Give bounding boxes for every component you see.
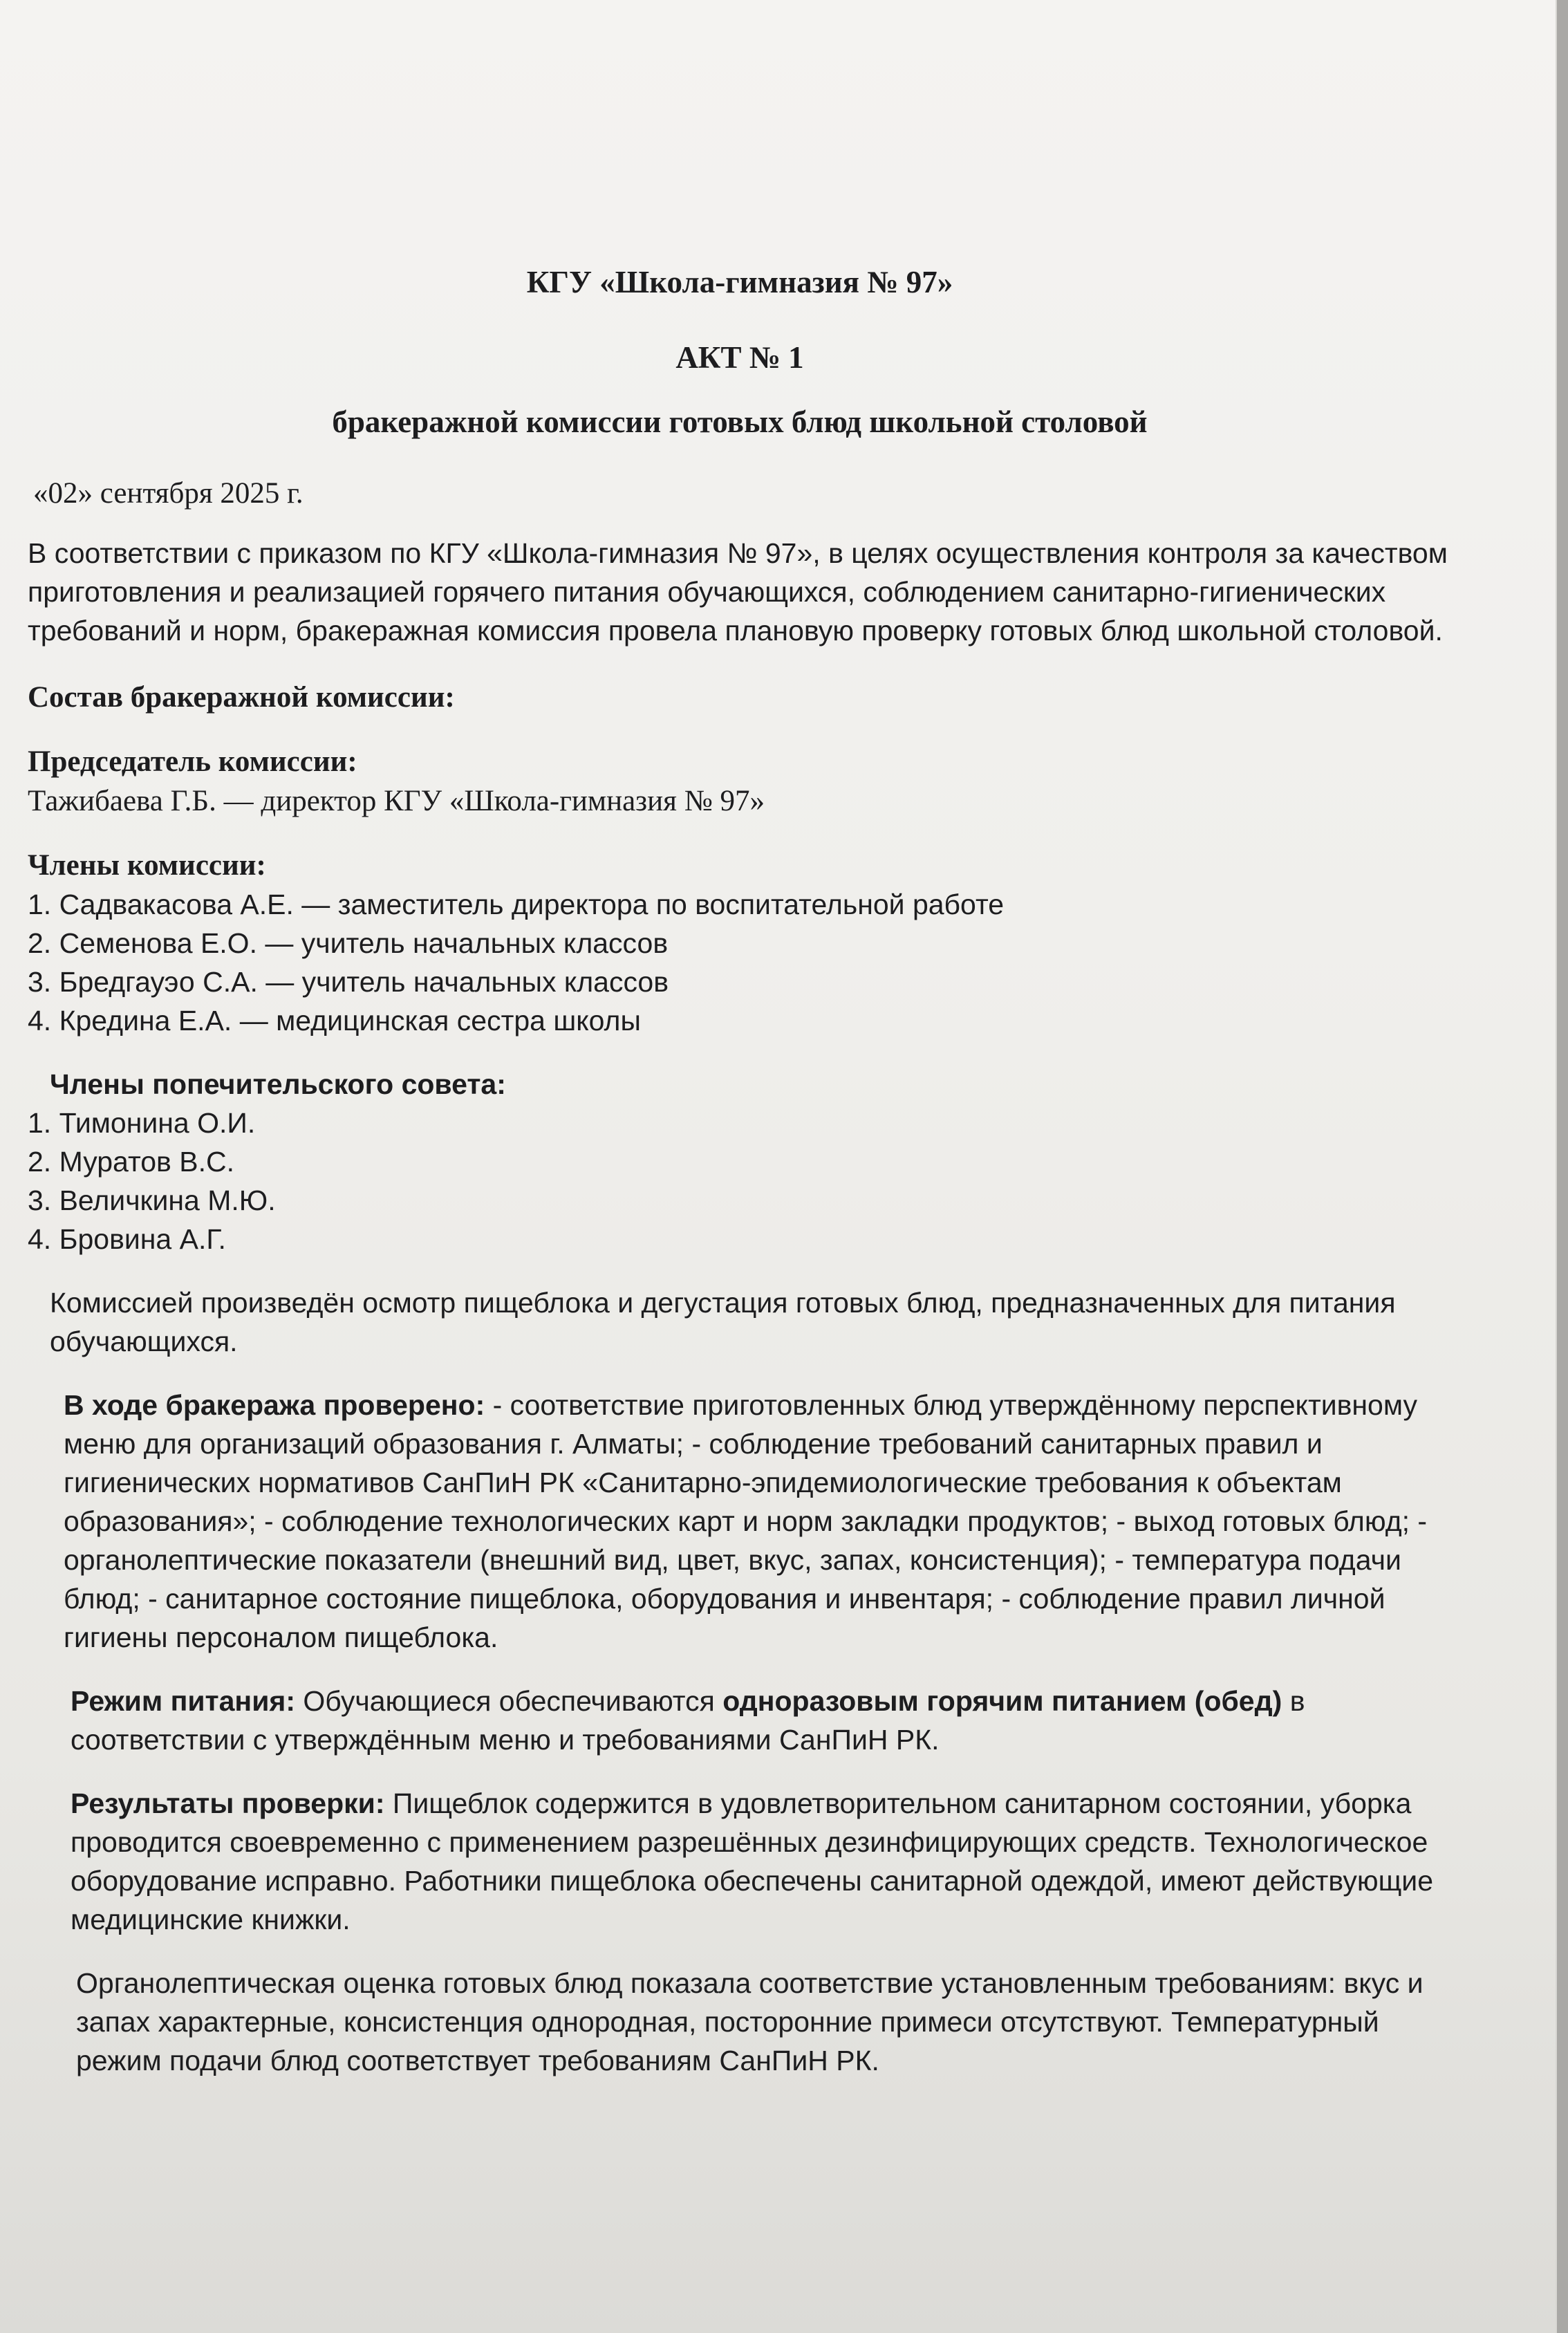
act-subtitle: бракеражной комиссии готовых блюд школьной столовой (332, 405, 1148, 439)
regime-paragraph (28, 1682, 1452, 1759)
list-item: 2. Семенова Е.О. — учитель начальных классов (28, 927, 669, 959)
chairman-section (28, 742, 1452, 821)
act-date: «02» сентября 2025 г. (33, 477, 304, 510)
background-edge (1557, 0, 1568, 2333)
list-item: 3. Величкина М.Ю. (28, 1184, 276, 1216)
list-item: 2. Муратов В.С. (28, 1146, 234, 1178)
checked-paragraph (28, 1386, 1452, 1657)
trustees-list (28, 1104, 1452, 1258)
list-item: 4. Кредина Е.А. — медицинская сестра школы (28, 1005, 641, 1037)
results-text: Пищеблок содержится в удовлетворительном санитарном состоянии, уборка проводится своевременно с применением разрешённых дезинфицирующих средств. Технологическое оборудование исправно. Работники пищеблока обеспечены санитарной одеждой, имеют действующие медицинские книжки. (71, 1787, 1434, 1935)
regime-bold: одноразовым горячим питанием (обед) (722, 1685, 1282, 1717)
intro-paragraph: В соответствии с приказом по КГУ «Школа-гимназия № 97», в целях осуществления контроля за качеством приготовления и реализацией горячего питания обучающихся, соблюдением санитарно-гигиенических требований и норм, бракеражная комиссия провела плановую проверку готовых блюд школьной столовой. (28, 537, 1448, 647)
list-item: 1. Тимонина О.И. (28, 1107, 256, 1139)
members-section (28, 846, 1452, 1040)
results-paragraph (28, 1784, 1452, 1939)
organoleptic-paragraph: Органолептическая оценка готовых блюд показала соответствие установленным требованиям: вкус и запах характерные, консистенция однородная, посторонние примеси отсутствуют. Температурный режим подачи блюд соответствует требованиям СанПиН РК. (76, 1967, 1424, 2076)
results-label: Результаты проверки: (71, 1787, 385, 1819)
act-number: АКТ № 1 (675, 340, 804, 375)
regime-label: Режим питания: (71, 1685, 295, 1717)
trustees-section (28, 1065, 1452, 1258)
members-list (28, 885, 1452, 1040)
list-item: 3. Бредгауэо С.А. — учитель начальных классов (28, 966, 669, 998)
org-name: КГУ «Школа-гимназия № 97» (526, 265, 953, 299)
list-item: 4. Бровина А.Г. (28, 1223, 226, 1255)
list-item: 1. Садвакасова А.Е. — заместитель директора по воспитательной работе (28, 889, 1005, 920)
regime-text-1: Обучающиеся обеспечиваются (295, 1685, 723, 1717)
composition-heading: Состав бракеражной комиссии: (28, 681, 455, 714)
act-document (28, 263, 1452, 2105)
checked-label: В ходе бракеража проверено: (64, 1389, 485, 1421)
regime-text-2: в соответствии с утверждённым меню и требованиями СанПиН РК. (71, 1685, 1305, 1756)
chairman-label: Председатель комиссии: (28, 745, 357, 778)
checked-text: - соответствие приготовленных блюд утверждённому перспективному меню для организаций образования г. Алматы; - соблюдение требований санитарных правил и гигиенических нормативов СанПиН РК «Санитарно-эпидемиологические требования к объектам образования»; - соблюдение технологических карт и норм закладки продуктов; - выход готовых блюд; - органолептические показатели (внешний вид, цвет, вкус, запах, консистенция); - температура подачи блюд; - санитарное состояние пищеблока, оборудования и инвентаря; - соблюдение правил личной гигиены персоналом пищеблока. (64, 1389, 1428, 1653)
inspection-paragraph: Комиссией произведён осмотр пищеблока и дегустация готовых блюд, предназначенных для питания обучающихся. (50, 1287, 1396, 1357)
trustees-label: Члены попечительского совета: (50, 1068, 506, 1100)
chairman-value: Тажибаева Г.Б. — директор КГУ «Школа-гимназия № 97» (28, 785, 765, 817)
members-label: Члены комиссии: (28, 849, 266, 882)
